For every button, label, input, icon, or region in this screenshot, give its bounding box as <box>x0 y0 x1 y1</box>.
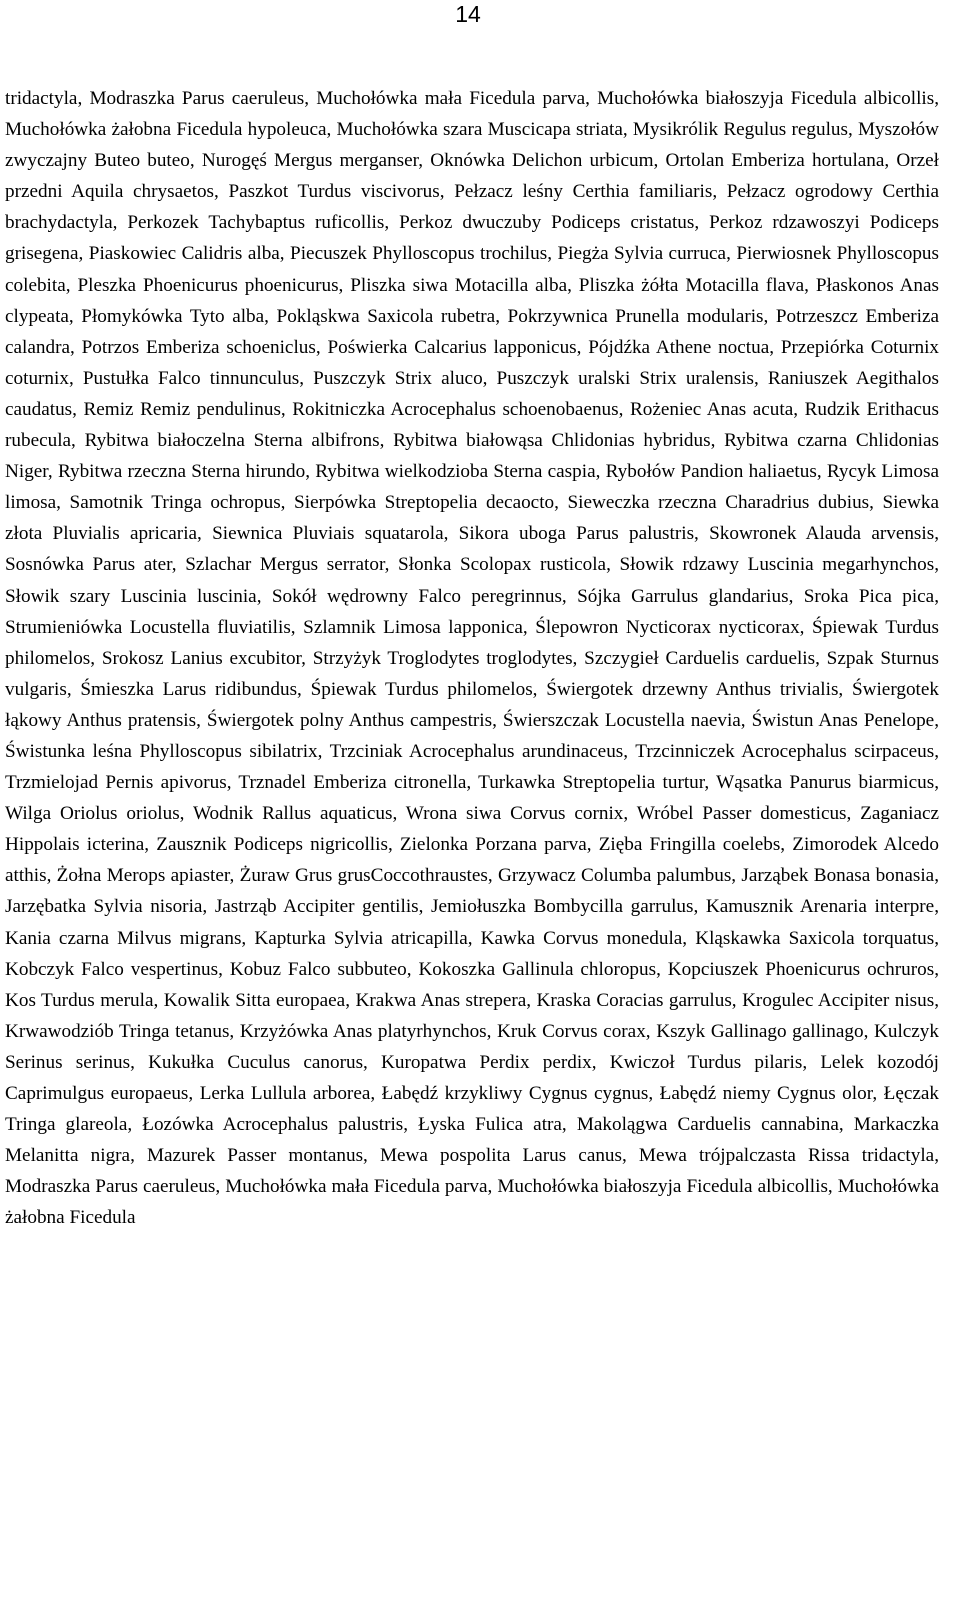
page-number: 14 <box>455 1 481 27</box>
species-list-paragraph: tridactyla, Modraszka Parus caeruleus, Muchołówka mała Ficedula parva, Muchołówka białoszyja Ficedula albicollis, Muchołówka żałobna Ficedula hypoleuca, Muchołówka szara Muscicapa striata, Mysikrólik Regulus regulus, Myszołów zwyczajny Buteo buteo, Nurogęś Mergus merganser, Oknówka Delichon urbicum, Ortolan Emberiza hortulana, Orzeł przedni Aquila chrysaetos, Paszkot Turdus viscivorus, Pełzacz leśny Certhia familiaris, Pełzacz ogrodowy Certhia brachydactyla, Perkozek Tachybaptus ruficollis, Perkoz dwuczuby Podiceps cristatus, Perkoz rdzawoszyi Podiceps grisegena, Piaskowiec Calidris alba, Piecuszek Phylloscopus trochilus, Piegża Sylvia curruca, Pierwiosnek Phylloscopus colebita, Pleszka Phoenicurus phoenicurus, Pliszka siwa Motacilla alba, Pliszka żółta Motacilla flava, Płaskonos Anas clypeata, Płomykówka Tyto alba, Pokląskwa Saxicola rubetra, Pokrzywnica Prunella modularis, Potrzeszcz Emberiza calandra, Potrzos Emberiza schoeniclus, Poświerka Calcarius lapponicus, Pójdźka Athene noctua, Przepiórka Coturnix coturnix, Pustułka Falco tinnunculus, Puszczyk Strix aluco, Puszczyk uralski Strix uralensis, Raniuszek Aegithalos caudatus, Remiz Remiz pendulinus, Rokitniczka Acrocephalus schoenobaenus, Rożeniec Anas acuta, Rudzik Erithacus rubecula, Rybitwa białoczelna Sterna albifrons, Rybitwa białowąsa Chlidonias hybridus, Rybitwa czarna Chlidonias Niger, Rybitwa rzeczna Sterna hirundo, Rybitwa wielkodzioba Sterna caspia, Rybołów Pandion haliaetus, Rycyk Limosa limosa, Samotnik Tringa ochropus, Sierpówka Streptopelia decaocto, Sieweczka rzeczna Charadrius dubius, Siewka złota Pluvialis apricaria, Siewnica Pluviais squatarola, Sikora uboga Parus palustris, Skowronek Alauda arvensis, Sosnówka Parus ater, Szlachar Mergus serrator, Słonka Scolopax rusticola, Słowik rdzawy Luscinia megarhynchos, Słowik szary Luscinia luscinia, Sokół wędrowny Falco peregrinnus, Sójka Garrulus glandarius, Sroka Pica pica, Strumieniówka Locustella fluviatilis, Szlamnik Limosa lapponica, Ślepowron Nycticorax nycticorax, Śpiewak Turdus philomelos, Srokosz Lanius excubitor, Strzyżyk Troglodytes troglodytes, Szczygieł Carduelis carduelis, Szpak Sturnus vulgaris, Śmieszka Larus ridibundus, Śpiewak Turdus philomelos, Świergotek drzewny Anthus trivialis, Świergotek łąkowy Anthus pratensis, Świergotek polny Anthus campestris, Świerszczak Locustella naevia, Świstun Anas Penelope, Świstunka leśna Phylloscopus sibilatrix, Trzciniak Acrocephalus arundinaceus, Trzcinniczek Acrocephalus scirpaceus, Trzmielojad Pernis apivorus, Trznadel Emberiza citronella, Turkawka Streptopelia turtur, Wąsatka Panurus biarmicus, Wilga Oriolus oriolus, Wodnik Rallus aquaticus, Wrona siwa Corvus cornix, Wróbel Passer domesticus, Zaganiacz Hippolais icterina, Zausznik Podiceps nigricollis, Zielonka Porzana parva, Zięba Fringilla coelebs, Zimorodek Alcedo atthis, Żołna Merops apiaster, Żuraw Grus grusCoccothraustes, Grzywacz Columba palumbus, Jarząbek Bonasa bonasia, Jarzębatka Sylvia nisoria, Jastrząb Accipiter gentilis, Jemiołuszka Bombycilla garrulus, Kamusznik Arenaria interpre, Kania czarna Milvus migrans, Kapturka Sylvia atricapilla, Kawka Corvus monedula, Kląskawka Saxicola torquatus, Kobczyk Falco vespertinus, Kobuz Falco subbuteo, Kokoszka Gallinula chloropus, Kopciuszek Phoenicurus ochruros, Kos Turdus merula, Kowalik Sitta europaea, Krakwa Anas strepera, Kraska Coracias garrulus, Krogulec Accipiter nisus, Krwawodziób Tringa tetanus, Krzyżówka Anas platyrhynchos, Kruk Corvus corax, Kszyk Gallinago gallinago, Kulczyk Serinus serinus, Kukułka Cuculus canorus, Kuropatwa Perdix perdix, Kwiczoł Turdus pilaris, Lelek kozodój Caprimulgus europaeus, Lerka Lullula arborea, Łabędź krzykliwy Cygnus cygnus, Łabędź niemy Cygnus olor, Łęczak Tringa glareola, Łozówka Acrocephalus palustris, Łyska Fulica atra, Makolągwa Carduelis cannabina, Markaczka Melanitta nigra, Mazurek Passer montanus, Mewa pospolita Larus canus, Mewa trójpalczasta Rissa tridactyla, Modraszka Parus caeruleus, Muchołówka mała Ficedula parva, Muchołówka białoszyja Ficedula albicollis, Muchołówka żałobna Ficedula <box>5 88 939 1229</box>
